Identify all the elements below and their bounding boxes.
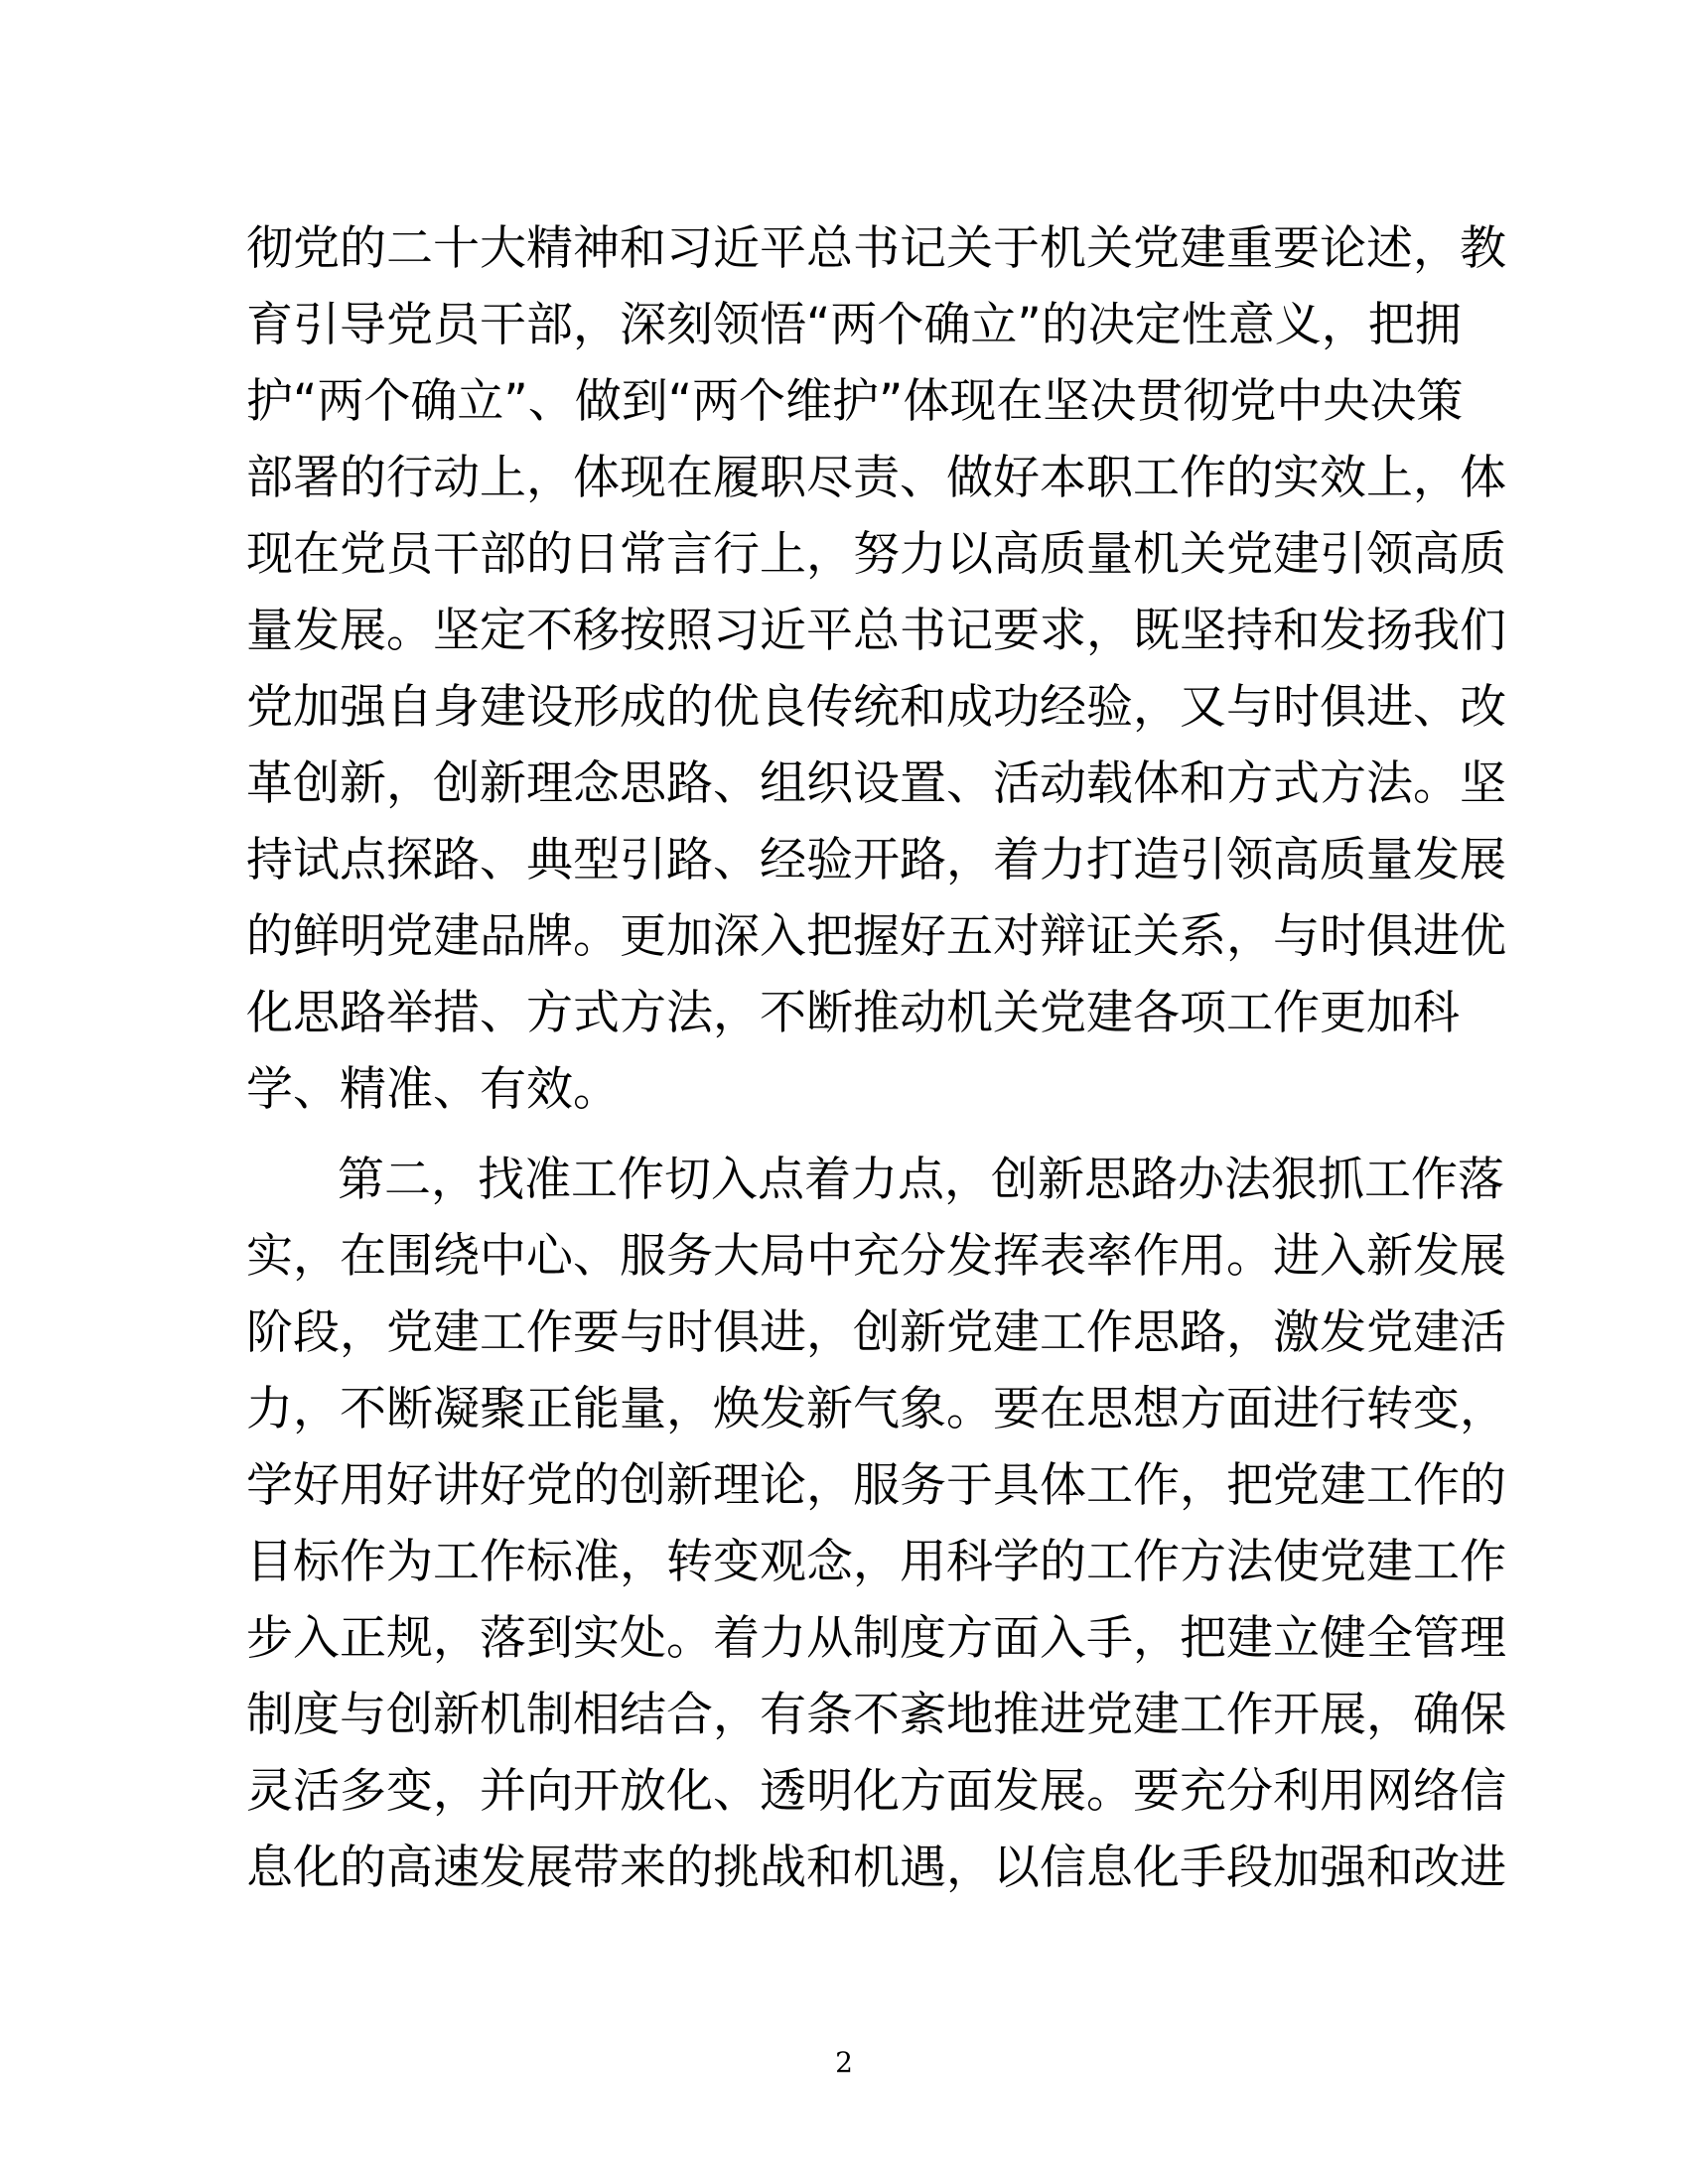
text-line: 现在党员干部的日常言行上，努力以高质量机关党建引领高质: [246, 527, 1506, 582]
text-line: 化思路举措、方式方法，不断推动机关党建各项工作更加科: [246, 986, 1460, 1040]
text-line: 彻党的二十大精神和习近平总书记关于机关党建重要论述，教: [246, 221, 1506, 276]
text-line: 制度与创新机制相结合，有条不紊地推进党建工作开展，确保: [246, 1688, 1506, 1742]
text-line: 护“两个确立”、做到“两个维护”体现在坚决贯彻党中央决策: [246, 374, 1464, 429]
body-text: [246, 210, 1506, 1906]
paragraph-spacer: [246, 1128, 1443, 1142]
page-number: 2: [835, 2046, 853, 2079]
text-line: 息化的高速发展带来的挑战和机遇，以信息化手段加强和改进: [246, 1841, 1506, 1895]
text-line: 灵活多变，并向开放化、透明化方面发展。要充分利用网络信: [246, 1764, 1506, 1819]
text-line: 育引导党员干部，深刻领悟“两个确立”的决定性意义，把拥: [246, 298, 1462, 352]
text-line: 部署的行动上，体现在履职尽责、做好本职工作的实效上，体: [246, 451, 1506, 505]
text-line: 学好用好讲好党的创新理论，服务于具体工作，把党建工作的: [246, 1458, 1506, 1513]
text-line: 阶段，党建工作要与时俱进，创新党建工作思路，激发党建活: [246, 1305, 1506, 1360]
text-line: 力，不断凝聚正能量，焕发新气象。要在思想方面进行转变，: [246, 1382, 1506, 1436]
text-line: 目标作为工作标准，转变观念，用科学的工作方法使党建工作: [246, 1535, 1506, 1589]
paragraph-2: [246, 1142, 1506, 1906]
text-line: 实，在围绕中心、服务大局中充分发挥表率作用。进入新发展: [246, 1229, 1506, 1284]
text-line: 量发展。坚定不移按照习近平总书记要求，既坚持和发扬我们: [246, 604, 1506, 658]
text-line: 持试点探路、典型引路、经验开路，着力打造引领高质量发展: [246, 833, 1506, 887]
text-line: 革创新，创新理念思路、组织设置、活动载体和方式方法。坚: [246, 756, 1506, 811]
paragraph-1: [246, 210, 1506, 1128]
text-line: 的鲜明党建品牌。更加深入把握好五对辩证关系，与时俱进优: [246, 909, 1506, 964]
text-line: 步入正规，落到实处。着力从制度方面入手，把建立健全管理: [246, 1611, 1506, 1666]
text-line: 第二，找准工作切入点着力点，创新思路办法狠抓工作落: [338, 1153, 1504, 1207]
text-line: 学、精准、有效。: [246, 1062, 620, 1117]
text-line: 党加强自身建设形成的优良传统和成功经验，又与时俱进、改: [246, 680, 1506, 735]
